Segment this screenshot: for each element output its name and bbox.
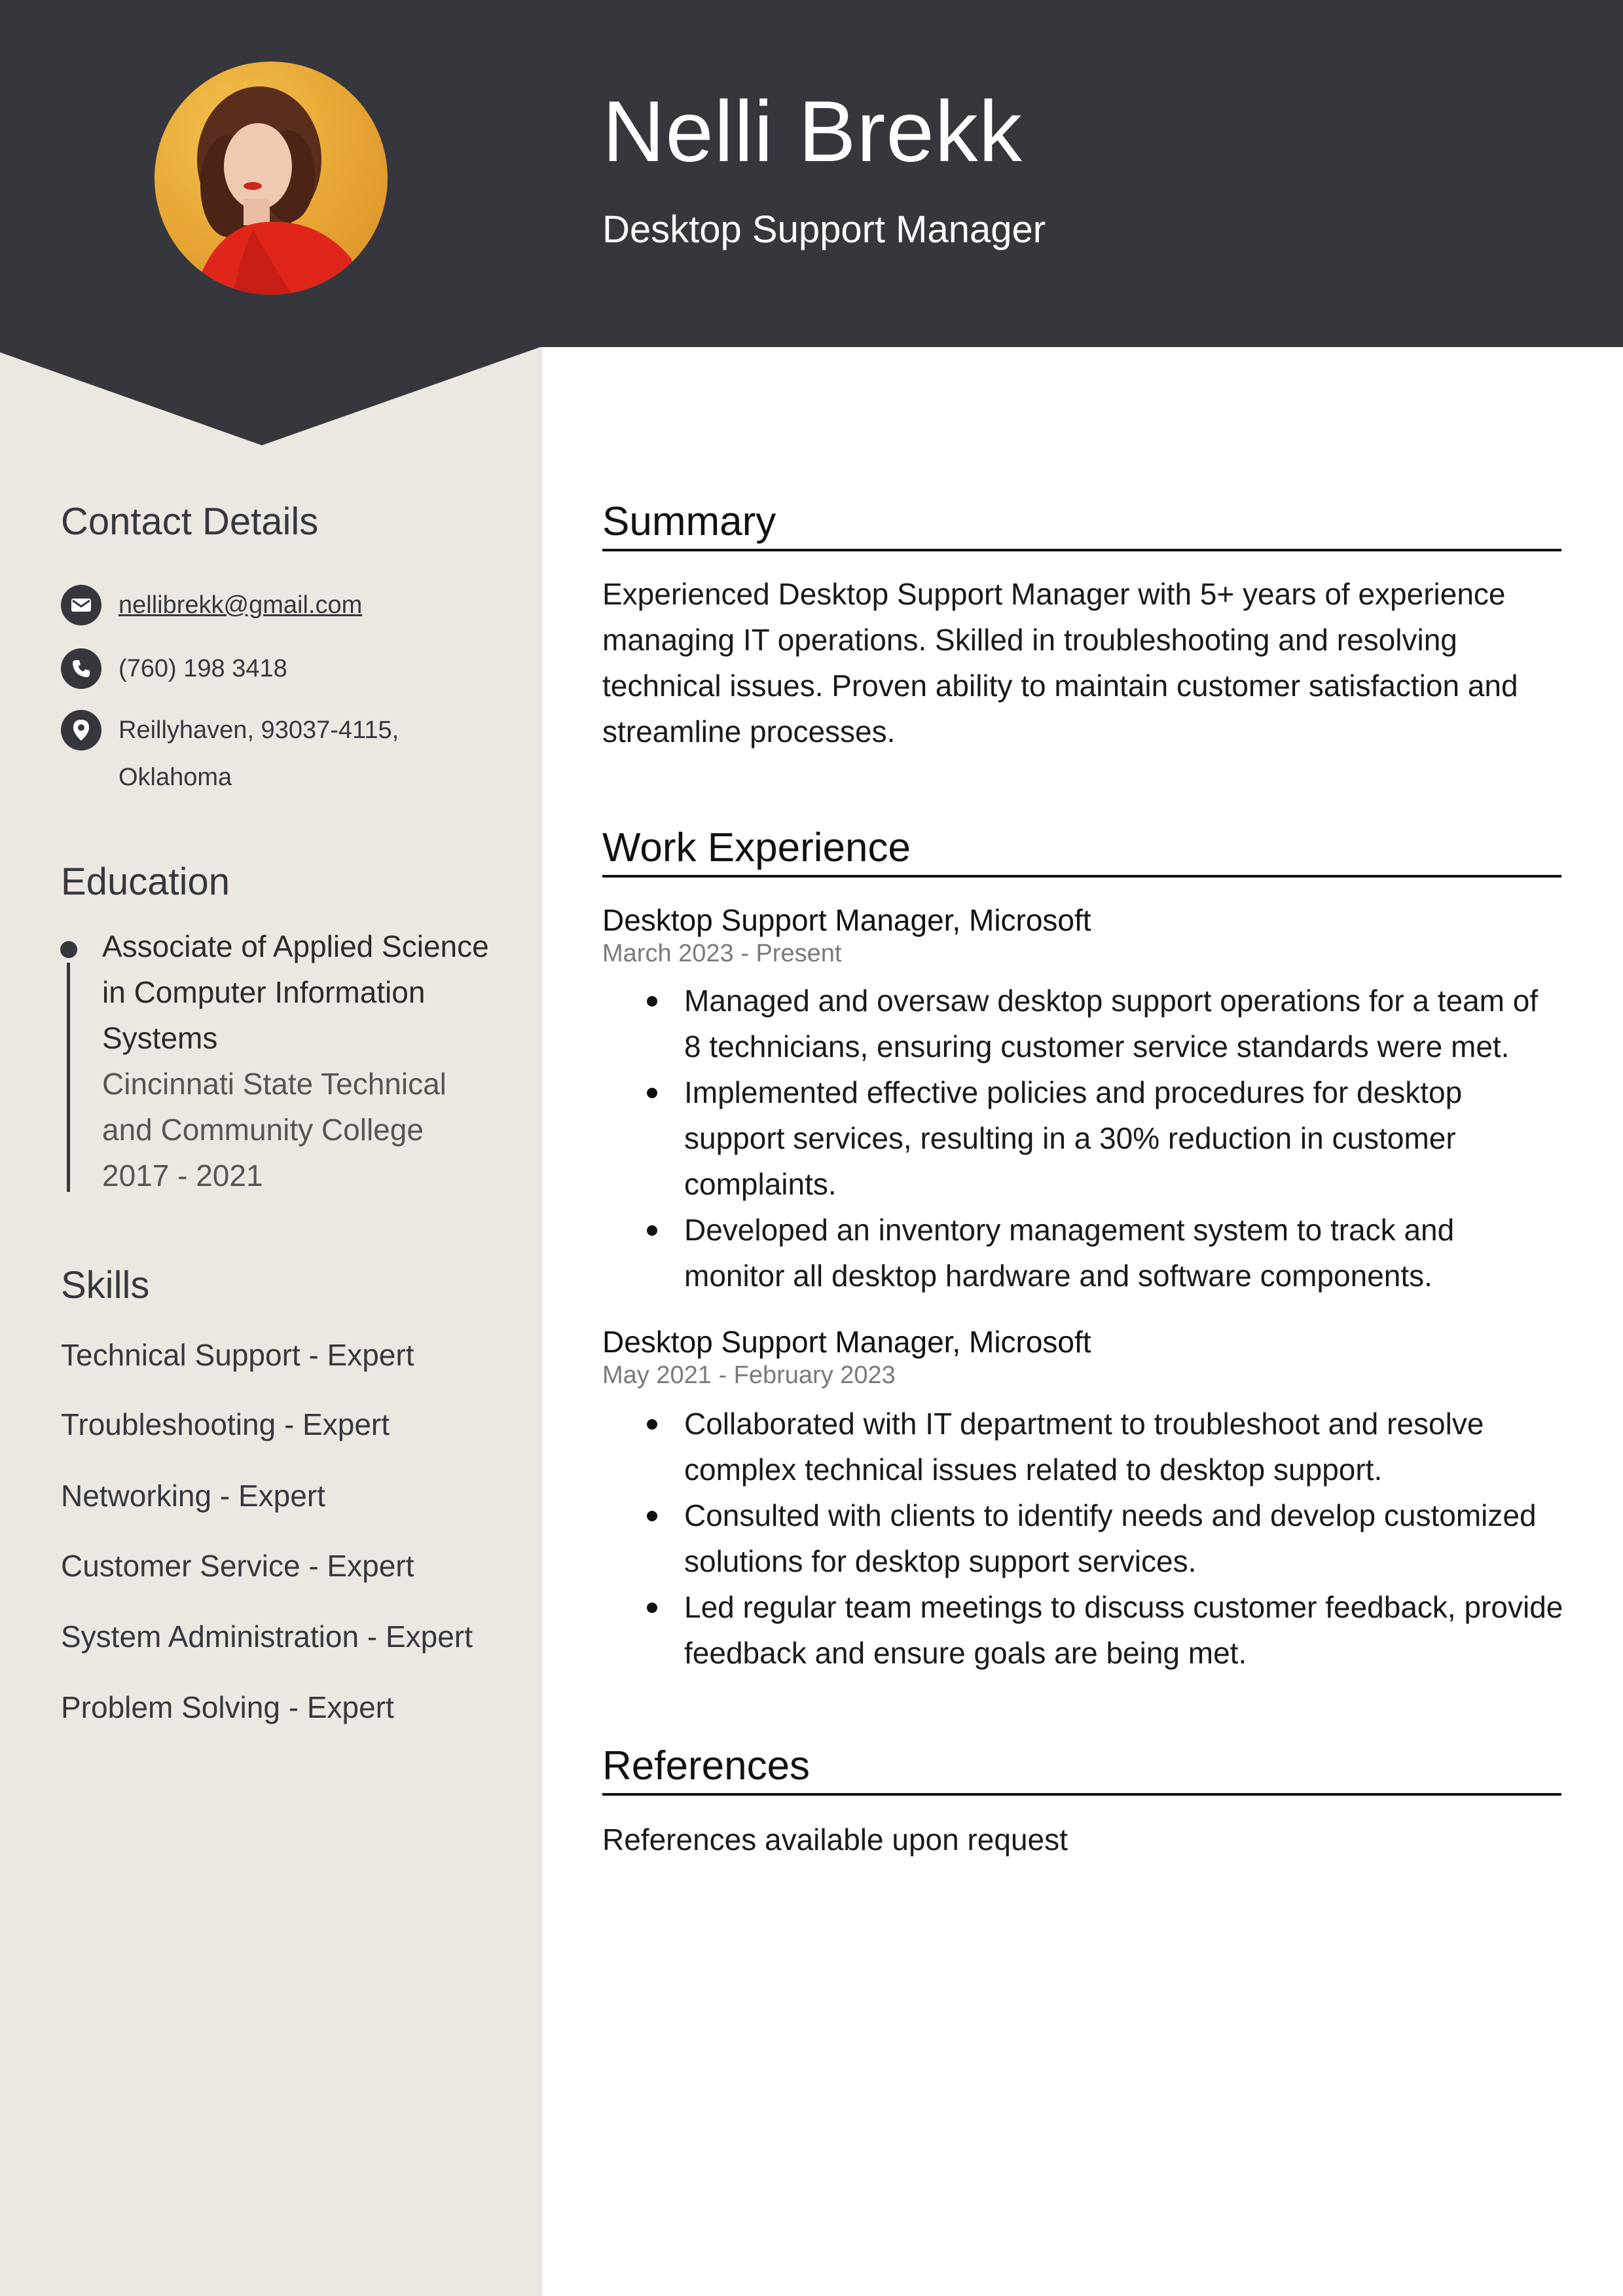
references-divider <box>602 1793 1561 1796</box>
job-bullets <box>602 1401 1571 1676</box>
skills-heading: Skills <box>61 1264 150 1306</box>
job-title: Desktop Support Manager, Microsoft <box>602 903 1091 937</box>
skill-item: Troubleshooting - Expert <box>61 1407 390 1441</box>
location-pin-icon <box>61 710 101 750</box>
contact-phone-row <box>61 648 287 692</box>
summary-line: Experienced Desktop Support Manager with 5+ years of experience <box>602 577 1506 611</box>
school-line-1: Cincinnati State Technical <box>102 1067 447 1101</box>
job-bullet: Consulted with clients to identify needs and develop customized solutions for desktop support services. <box>602 1492 1571 1584</box>
education-years: 2017 - 2021 <box>102 1158 263 1193</box>
job-bullet: Collaborated with IT department to troubleshoot and resolve complex technical issues related to desktop support. <box>602 1401 1571 1492</box>
phone-number: (760) 198 3418 <box>119 655 287 682</box>
summary-line: managing IT operations. Skilled in troubleshooting and resolving <box>602 623 1457 657</box>
address <box>119 707 399 801</box>
skill-item: Problem Solving - Expert <box>61 1690 394 1724</box>
school-line-2: and Community College <box>102 1113 424 1147</box>
skill-item: System Administration - Expert <box>61 1620 473 1654</box>
education-heading: Education <box>61 861 230 903</box>
candidate-name: Nelli Brekk <box>602 83 1023 179</box>
work-heading: Work Experience <box>602 825 911 870</box>
references-text: References available upon request <box>602 1823 1068 1857</box>
summary-text <box>602 571 1571 754</box>
skill-item: Technical Support - Expert <box>61 1338 414 1372</box>
education-entry <box>102 923 521 1198</box>
job-title: Desktop Support Manager, Microsoft <box>602 1325 1091 1359</box>
address-line-1: Reillyhaven, 93037-4115, <box>119 716 399 744</box>
job-bullet: Developed an inventory management system to track and monitor all desktop hardware and software components. <box>602 1207 1571 1299</box>
job-bullet: Managed and oversaw desktop support operations for a team of 8 technicians, ensuring customer service standards were met. <box>602 978 1571 1069</box>
email-link[interactable]: nellibrekk@gmail.com <box>119 591 363 619</box>
references-heading: References <box>602 1743 811 1788</box>
skill-item: Customer Service - Expert <box>61 1549 414 1583</box>
envelope-icon <box>61 585 101 625</box>
summary-line: technical issues. Proven ability to maintain customer satisfaction and <box>602 669 1518 703</box>
education-timeline-line <box>67 963 70 1192</box>
summary-divider <box>602 549 1561 551</box>
contact-address-row <box>61 710 399 801</box>
job-bullet: Implemented effective policies and procedures for desktop support services, resulting in a 30% reduction in customer complaints. <box>602 1069 1571 1207</box>
job-dates: May 2021 - February 2023 <box>602 1361 896 1389</box>
contact-heading: Contact Details <box>61 500 319 543</box>
job-bullets <box>602 978 1571 1299</box>
summary-heading: Summary <box>602 499 776 544</box>
degree-line-2: in Computer Information <box>102 975 426 1009</box>
skill-item: Networking - Expert <box>61 1479 325 1513</box>
candidate-title: Desktop Support Manager <box>602 208 1046 251</box>
phone-icon <box>61 648 101 689</box>
job-bullet: Led regular team meetings to discuss customer feedback, provide feedback and ensure goals are being met. <box>602 1584 1571 1676</box>
profile-photo <box>155 62 388 295</box>
education-timeline-dot <box>60 941 77 958</box>
contact-email-row <box>61 585 362 629</box>
job-dates: March 2023 - Present <box>602 940 842 967</box>
degree-line-1: Associate of Applied Science <box>102 929 489 963</box>
summary-line: streamline processes. <box>602 714 896 749</box>
header-chevron <box>0 346 542 448</box>
degree-line-3: Systems <box>102 1021 218 1055</box>
work-divider <box>602 875 1561 878</box>
address-line-2: Oklahoma <box>119 764 232 791</box>
